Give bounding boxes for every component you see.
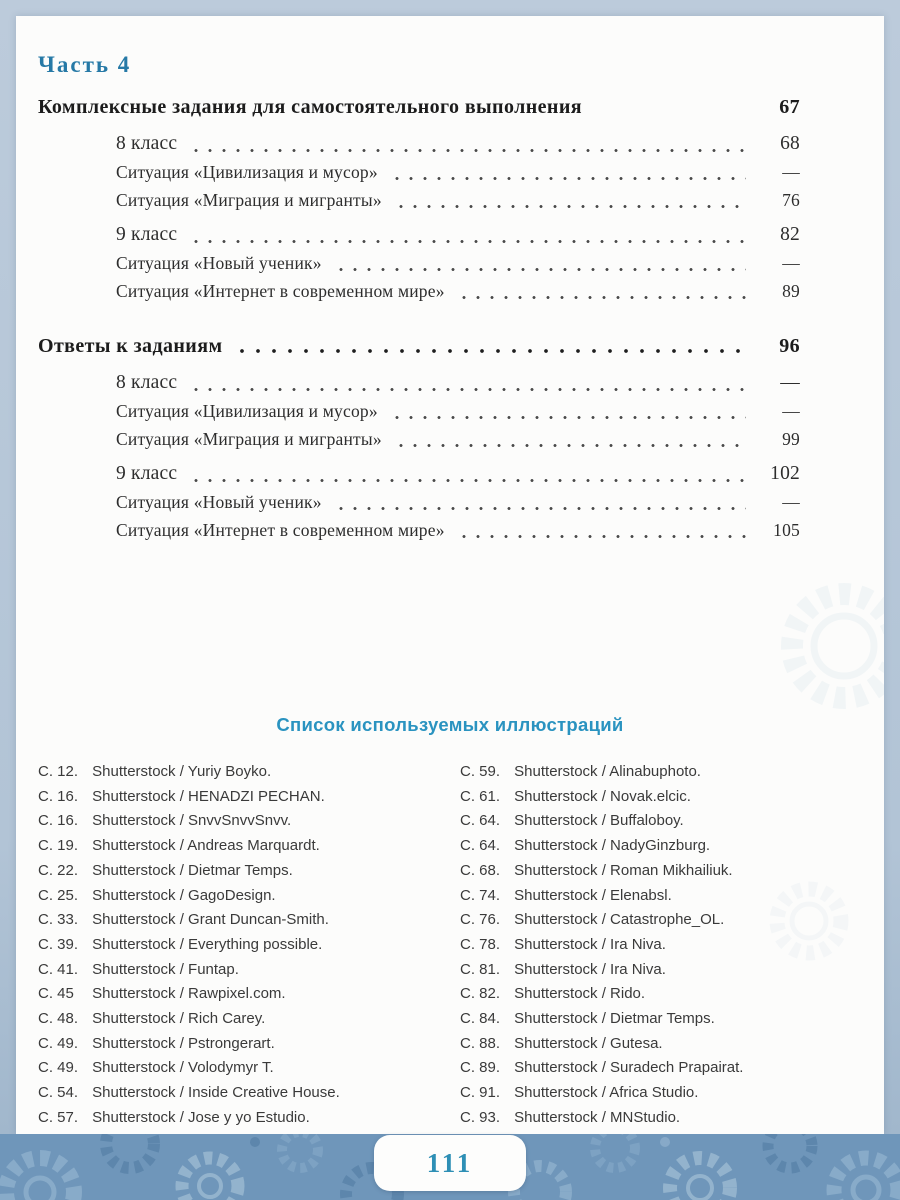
credit-page-ref: С. 64. <box>460 837 501 855</box>
credit-line <box>460 933 866 958</box>
dot-leader <box>390 177 746 180</box>
credit-source: Shutterstock / Buffaloboy. <box>514 812 684 830</box>
toc-section-answers <box>38 335 800 544</box>
toc-entry <box>38 425 800 453</box>
credit-page-ref: С. 16. <box>38 812 79 830</box>
credit-source: Shutterstock / Elenabsl. <box>514 886 672 904</box>
credits-right-column <box>460 760 866 1131</box>
credit-page-ref: С. 89. <box>460 1059 501 1077</box>
credit-line <box>38 1106 460 1131</box>
toc-entry-page-number: — <box>782 253 800 273</box>
toc-entry-label: Ситуация «Новый ученик» <box>116 253 322 273</box>
dot-leader <box>234 349 746 353</box>
credit-source: Shutterstock / Dietmar Temps. <box>92 861 293 879</box>
credit-source: Shutterstock / Inside Creative House. <box>92 1084 340 1102</box>
toc-entry-page-number: 99 <box>782 429 800 449</box>
illustration-credits <box>38 760 866 1131</box>
toc-entry-label: Ситуация «Интернет в современном мире» <box>116 520 445 540</box>
credit-page-ref: С. 48. <box>38 1010 79 1028</box>
dot-leader <box>189 149 746 152</box>
toc-section-page-number: 96 <box>779 335 800 357</box>
credit-source: Shutterstock / Rawpixel.com. <box>92 985 286 1003</box>
credit-line <box>460 982 866 1007</box>
toc-entry <box>38 158 800 186</box>
credit-page-ref: С. 22. <box>38 861 79 879</box>
dot-leader <box>457 296 746 299</box>
toc-entry-page-number: 76 <box>782 190 800 210</box>
credit-source: Shutterstock / Rido. <box>514 985 646 1003</box>
credit-page-ref: С. 49. <box>38 1034 79 1052</box>
toc-entry <box>38 460 800 488</box>
dot-leader <box>189 479 746 482</box>
toc-entry <box>38 488 800 516</box>
credit-source: Shutterstock / Everything possible. <box>92 935 323 953</box>
credit-page-ref: С. 41. <box>38 960 79 978</box>
dot-leader <box>390 416 746 419</box>
credit-line <box>460 1007 866 1032</box>
credit-line <box>460 1032 866 1057</box>
dot-leader <box>189 240 746 243</box>
toc-entry-label: Ситуация «Новый ученик» <box>116 492 322 512</box>
toc-entry-page-number: 68 <box>780 133 800 154</box>
credit-page-ref: С. 39. <box>38 935 79 953</box>
credit-line <box>38 785 460 810</box>
dot-leader <box>394 444 746 447</box>
illustrations-list-title: Список используемых иллюстраций <box>276 714 624 735</box>
toc-section-heading <box>38 335 800 358</box>
page-number-tab <box>374 1135 526 1191</box>
page-content <box>16 16 884 1134</box>
credit-line <box>460 785 866 810</box>
toc-section-title: Комплексные задания для самостоятельного выполнения <box>38 96 582 118</box>
credit-source: Shutterstock / Novak.elcic. <box>514 787 691 805</box>
gear-watermark-icon <box>774 576 884 716</box>
toc-entry-label: 8 класс <box>116 133 178 154</box>
credit-page-ref: С. 54. <box>38 1084 79 1102</box>
credit-page-ref: С. 61. <box>460 787 501 805</box>
credit-line <box>460 958 866 983</box>
credit-line <box>38 908 460 933</box>
credit-page-ref: С. 25. <box>38 886 79 904</box>
credit-source: Shutterstock / Grant Duncan-Smith. <box>92 911 329 929</box>
credit-line <box>38 834 460 859</box>
toc-entries <box>38 130 800 305</box>
credit-source: Shutterstock / MNStudio. <box>514 1108 681 1126</box>
credit-source: Shutterstock / Catastrophe_OL. <box>514 911 725 929</box>
dot-leader <box>457 535 746 538</box>
table-of-contents <box>16 16 884 544</box>
credit-line <box>38 1007 460 1032</box>
credit-page-ref: С. 68. <box>460 861 501 879</box>
toc-section-tasks <box>38 96 800 305</box>
toc-entry-page-number: 82 <box>780 224 800 245</box>
credit-line <box>38 760 460 785</box>
toc-entry <box>38 221 800 249</box>
toc-entry-label: Ситуация «Интернет в современном мире» <box>116 281 445 301</box>
credit-source: Shutterstock / Alinabuphoto. <box>514 763 701 780</box>
credits-left-column <box>38 760 460 1131</box>
toc-entry <box>38 249 800 277</box>
credit-source: Shutterstock / Ira Niva. <box>514 960 666 978</box>
toc-entry-label: Ситуация «Миграция и мигранты» <box>116 429 382 449</box>
credit-source: Shutterstock / Gutesa. <box>514 1034 663 1052</box>
credit-line <box>38 884 460 909</box>
credit-page-ref: С. 84. <box>460 1010 501 1028</box>
credit-line <box>460 760 866 785</box>
toc-section-heading <box>38 96 800 119</box>
credit-source: Shutterstock / Africa Studio. <box>514 1084 699 1102</box>
dot-leader <box>334 507 746 510</box>
toc-entries <box>38 369 800 544</box>
credit-source: Shutterstock / Andreas Marquardt. <box>92 837 320 855</box>
toc-entry-page-number: 105 <box>773 520 800 540</box>
credit-source: Shutterstock / GagoDesign. <box>92 886 276 904</box>
credit-source: Shutterstock / Jose y yo Estudio. <box>92 1108 310 1126</box>
credit-line <box>38 1056 460 1081</box>
toc-entry-label: Ситуация «Цивилизация и мусор» <box>116 162 378 182</box>
credit-line <box>38 1032 460 1057</box>
credit-line <box>38 958 460 983</box>
credit-source: Shutterstock / Funtap. <box>92 960 239 978</box>
credit-line <box>460 1056 866 1081</box>
toc-section-title: Ответы к заданиям <box>38 335 223 357</box>
toc-entry-page-number: 102 <box>770 463 800 484</box>
dot-leader <box>189 388 746 391</box>
credit-line <box>38 809 460 834</box>
toc-entry-label: 8 класс <box>116 372 178 393</box>
toc-entry <box>38 277 800 305</box>
toc-entry-page-number: — <box>782 492 800 512</box>
credit-source: Shutterstock / Rich Carey. <box>92 1010 266 1028</box>
credit-page-ref: С. 81. <box>460 960 501 978</box>
credit-line <box>460 834 866 859</box>
credit-line <box>460 1106 866 1131</box>
credit-page-ref: С. 59. <box>460 763 501 780</box>
credit-source: Shutterstock / Yuriy Boyko. <box>92 763 272 780</box>
toc-section-page-number: 67 <box>779 96 800 118</box>
toc-entry <box>38 397 800 425</box>
credit-source: Shutterstock / Ira Niva. <box>514 935 666 953</box>
credit-source: Shutterstock / SnvvSnvvSnvv. <box>92 812 292 830</box>
credit-page-ref: С. 74. <box>460 886 501 904</box>
credit-source: Shutterstock / Roman Mikhailiuk. <box>514 861 733 879</box>
toc-entry-label: 9 класс <box>116 224 178 245</box>
dot-leader <box>334 268 746 271</box>
credit-line <box>38 933 460 958</box>
credit-page-ref: С. 78. <box>460 935 501 953</box>
credit-page-ref: С. 49. <box>38 1059 79 1077</box>
credit-line <box>38 982 460 1007</box>
toc-entry-page-number: 89 <box>782 281 800 301</box>
credit-page-ref: С. 93. <box>460 1108 501 1126</box>
credit-page-ref: С. 19. <box>38 837 79 855</box>
credit-line <box>460 859 866 884</box>
toc-entry-page-number: — <box>782 162 800 182</box>
page-number: 111 <box>426 1147 474 1178</box>
credit-source: Shutterstock / NadyGinzburg. <box>514 837 711 855</box>
part-label: Часть 4 <box>38 52 132 77</box>
credit-page-ref: С. 12. <box>38 763 79 780</box>
credit-source: Shutterstock / Volodymyr T. <box>92 1059 274 1077</box>
credit-line <box>460 908 866 933</box>
toc-entry <box>38 186 800 214</box>
credit-source: Shutterstock / Pstrongerart. <box>92 1034 275 1052</box>
credit-line <box>460 1081 866 1106</box>
toc-entry <box>38 369 800 397</box>
credit-page-ref: С. 82. <box>460 985 501 1003</box>
toc-entry <box>38 516 800 544</box>
toc-entry-label: Ситуация «Миграция и мигранты» <box>116 190 382 210</box>
credit-source: Shutterstock / Suradech Prapairat. <box>514 1059 744 1077</box>
credit-page-ref: С. 45 <box>38 985 74 1003</box>
credit-line <box>460 884 866 909</box>
credit-page-ref: С. 88. <box>460 1034 501 1052</box>
credit-page-ref: С. 57. <box>38 1108 79 1126</box>
credit-source: Shutterstock / Dietmar Temps. <box>514 1010 715 1028</box>
credit-page-ref: С. 76. <box>460 911 501 929</box>
dot-leader <box>394 205 746 208</box>
toc-entry-label: 9 класс <box>116 463 178 484</box>
credit-line <box>460 809 866 834</box>
credit-line <box>38 1081 460 1106</box>
toc-entry-page-number: — <box>780 372 800 393</box>
toc-entry <box>38 130 800 158</box>
credit-source: Shutterstock / HENADZI PECHAN. <box>92 787 325 805</box>
credit-page-ref: С. 16. <box>38 787 79 805</box>
credit-line <box>38 859 460 884</box>
credit-page-ref: С. 33. <box>38 911 79 929</box>
toc-entry-page-number: — <box>782 401 800 421</box>
credit-page-ref: С. 91. <box>460 1084 501 1102</box>
toc-entry-label: Ситуация «Цивилизация и мусор» <box>116 401 378 421</box>
credit-page-ref: С. 64. <box>460 812 501 830</box>
